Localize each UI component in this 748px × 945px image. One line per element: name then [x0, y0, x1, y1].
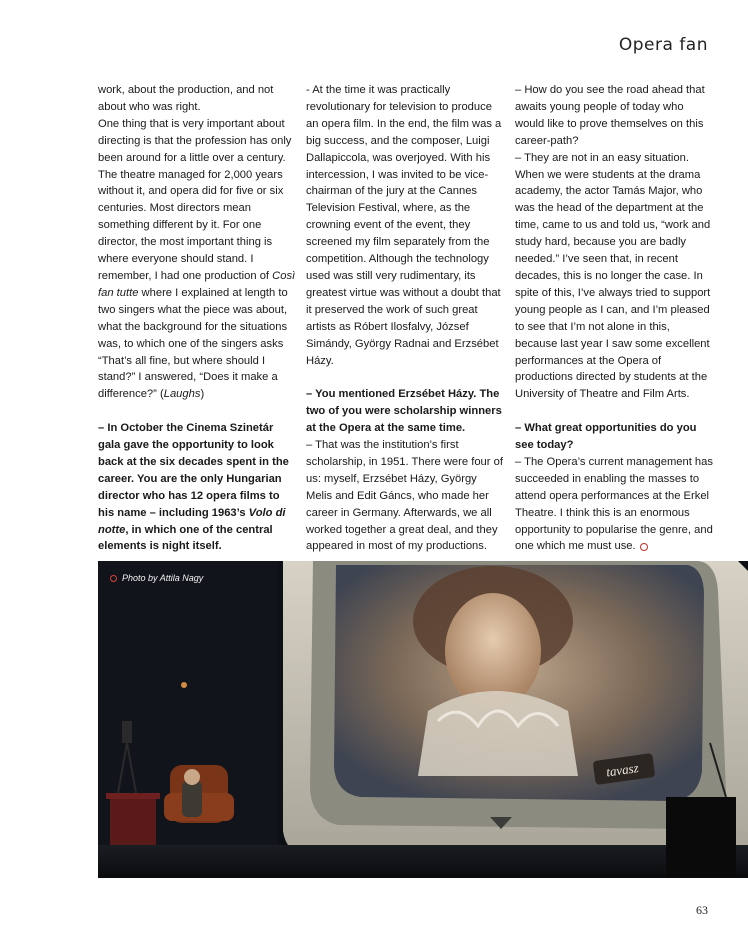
article-column-3	[515, 82, 713, 555]
credit-marker-icon	[110, 575, 117, 582]
paragraph: work, about the production, and not about who was right.	[98, 84, 274, 113]
article-column-1	[98, 82, 296, 555]
laughs-note: Laughs	[163, 388, 201, 401]
paragraph: - At the time it was practically revolutionary for television to produce an opera film. In the end, the film was a big success, and the composer, Luigi Dallapiccola, was overjoyed. With his intercession, I was invited to be vice-chairman of the jury at the Cannes Television Festival, where, as the crowning event of the event, they screened my film separately from the competition. Although the technology used was still very rudimentary, its greatest virtue was without a doubt that it preserved the work of such great artists as Róbert Ilosfalvy, József Simándy, György Radnai and Erzsébet Házy.	[306, 84, 502, 367]
end-of-article-icon	[640, 543, 648, 551]
photo-credit: Photo by Attila Nagy	[110, 573, 203, 583]
page-number: 63	[696, 903, 708, 917]
film-title: Volo di notte	[98, 506, 286, 536]
paragraph: – The Opera’s current management has succeeded in enabling the masses to attend opera performances at the Erkel Theatre. I think this is an enormous opportunity to popularise the genre, and one which me must use.	[515, 455, 713, 553]
interview-question: – You mentioned Erzsébet Házy. The two of you were scholarship winners at the Opera at the same time.	[306, 388, 502, 435]
paragraph: One thing that is very important about directing is that the profession has only been around for a little over a century. The theatre managed for 2,000 years without it, and opera did for five or six centuries. Most directors mean something different by it. For one director, the most important thing is where everyone should stand. I remember, I had one production of Così fan tutte where I explained at length to two singers what the piece was about, what the background for the situations was, to which one of the singers asks “That’s all fine, but where should I stand?” I answered, “Does it make a difference?” (Laughs)	[98, 117, 296, 401]
paragraph: – How do you see the road ahead that awaits young people of today who would like to prove themselves on this career-path?	[515, 84, 705, 147]
opera-title: Così fan tutte	[98, 269, 296, 299]
section-title: Opera fan	[618, 35, 708, 55]
paragraph: – They are not in an easy situation. When we were students at the drama academy, the actor Tamás Major, who was the head of the department at the time, came to us and told us, “work and study hard, because you are badly needed.” I’ve seen that, in recent decades, this is no longer the case. In spite of this, I’ve always tried to support young people as I can, and I’m pleased to see that I’m not alone in this, because last year I saw some excellent performances at the Opera of productions directed by students at the University of Theatre and Film Arts.	[515, 151, 711, 401]
stage-scene-illustration	[98, 561, 748, 878]
tv-brand-plate: tavasz	[605, 760, 640, 780]
stage-photo	[98, 561, 748, 878]
paragraph: – That was the institution’s first scholarship, in 1951. There were four of us: myself, Erzsébet Házy, György Melis and Edit Gáncs, who made her career in Germany. Afterwards, we all worked together a great deal, and they appeared in most of my productions.	[306, 439, 503, 553]
interview-question: – In October the Cinema Szinetár gala gave the opportunity to look back at the six decades spent in the career. You are the only Hungarian director who has 12 opera films to his name – including 1963’s Volo di notte, in which one of the central elements is night itself.	[98, 422, 289, 553]
interview-question: – What great opportunities do you see today?	[515, 422, 697, 452]
article-column-2	[306, 82, 504, 555]
